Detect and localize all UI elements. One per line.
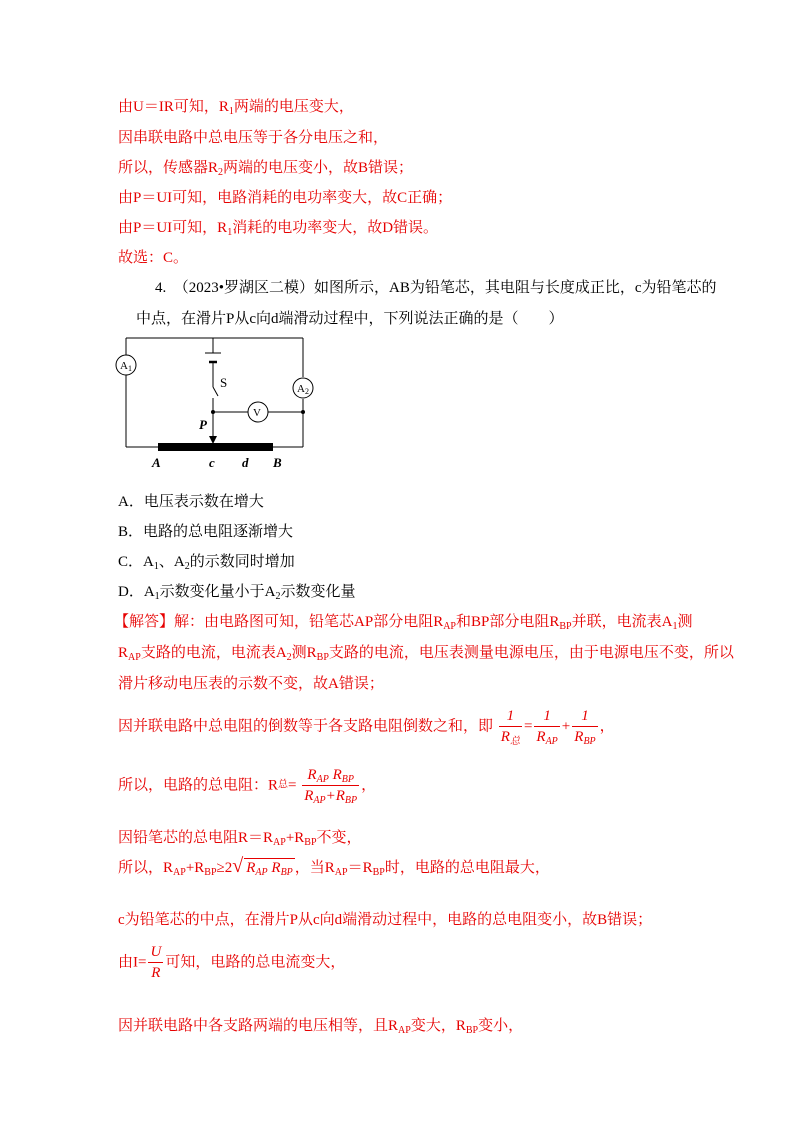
answer-line-8: c为铅笔芯的中点，在滑片P从c向d端滑动过程中，电路的总电阻变小，故B错误； bbox=[118, 912, 653, 928]
answer-tag: 【解答】 bbox=[114, 614, 175, 630]
answer-line-2: $R_{AP}$支路的电流，电流表$A_2$测$R_{BP}$支路的电流，电压表测量电源电压，由于电源电压不变，所以 bbox=[118, 645, 734, 663]
formula-fraction: $\frac{R_{AP} R_{BP}}{R_{AP}+R_{BP}}$ bbox=[304, 767, 358, 806]
sqrt-expression: √ $R_{AP}$ $R_{BP}$ bbox=[232, 855, 293, 878]
option-d: D．$A_1$示数变化量小于$A_2$示数变化量 bbox=[118, 584, 356, 602]
answer-line-7: 所以，$R_{AP}+R_{BP}\ge 2$ √ $R_{AP}$ $R_{BP}$ ，当$R_{AP}=R_{BP}$时，电路的总电阻最大， bbox=[118, 855, 550, 878]
label-a2: A2 bbox=[297, 383, 309, 396]
solution-line-3: 所以，传感器$R_2$两端的电压变小，故B错误； bbox=[118, 160, 414, 178]
label-p: P bbox=[199, 417, 207, 432]
answer-line-3: 滑片移动电压表的示数不变，故A错误； bbox=[118, 676, 384, 692]
label-b: B bbox=[273, 455, 282, 470]
answer-line-9: 由I= $\frac{U}{R}$ 可知，电路的总电流变大， bbox=[118, 944, 346, 981]
junction-dot bbox=[211, 410, 215, 414]
circuit-diagram bbox=[110, 330, 320, 472]
option-b: B．电路的总电阻逐渐增大 bbox=[118, 524, 294, 540]
pencil-lead bbox=[158, 443, 273, 451]
answer-line-5: 所以，电路的总电阻：R总= $\frac{R_{AP} R_{BP}}{R_{AP}+R_{BP}}$ ， bbox=[118, 767, 377, 806]
junction-dot bbox=[301, 410, 305, 414]
answer-line-6: 因铅笔芯的总电阻$R=R_{AP}+R_{BP}$不变， bbox=[118, 830, 362, 848]
option-a: A．电压表示数在增大 bbox=[118, 494, 264, 510]
question-number: 4. bbox=[155, 280, 167, 296]
solution-line-2: 因串联电路中总电压等于各分电压之和， bbox=[118, 130, 389, 146]
answer-line-10: 因并联电路中各支路两端的电压相等，且$R_{AP}$变大，$R_{BP}$变小， bbox=[118, 1018, 524, 1036]
question-stem-line-2: 中点，在滑片P从c向d端滑动过程中，下列说法正确的是（ ） bbox=[136, 311, 564, 327]
answer-line-4: 因并联电路中总电阻的倒数等于各支路电阻倒数之和，即 $\frac{1}{R_总}$ = $\frac{1}{R_{AP}}$ + $\frac{1}{R_{BP}}$ ， bbox=[118, 708, 615, 747]
formula-fraction: $\frac{1}{R_总}$ bbox=[500, 708, 520, 747]
option-c: C．$A_1$、$A_2$的示数同时增加 bbox=[118, 554, 295, 572]
label-s: S bbox=[220, 375, 228, 390]
question-stem-line-1: 4. （2023•罗湖区二模）如图所示，AB为铅笔芯，其电阻与长度成正比，c为铅笔芯的 bbox=[155, 280, 717, 296]
solution-line-1: 由U＝IR可知，$R_1$两端的电压变大， bbox=[118, 99, 354, 117]
label-a1: A1 bbox=[120, 360, 132, 373]
label-a: A bbox=[152, 455, 161, 470]
formula-fraction: $\frac{1}{R_{BP}}$ bbox=[574, 708, 596, 747]
label-v: V bbox=[253, 407, 261, 419]
label-d: d bbox=[242, 455, 249, 470]
answer-line-1: 【解答】解：由电路图可知，铅笔芯AP部分电阻$R_{AP}$和BP部分电阻$R_{BP}$并联，电流表$A_1$测 bbox=[114, 614, 693, 632]
slider-arrow bbox=[209, 436, 217, 444]
solution-line-4: 由P＝UI可知，电路消耗的电功率变大，故C正确； bbox=[118, 190, 453, 206]
formula-fraction: $\frac{1}{R_{AP}}$ bbox=[536, 708, 558, 747]
solution-line-5: 由P＝UI可知，$R_1$消耗的电功率变大，故D错误。 bbox=[118, 220, 439, 238]
solution-line-6: 故选：C。 bbox=[118, 250, 189, 266]
formula-fraction: $\frac{U}{R}$ bbox=[150, 944, 162, 981]
label-c: c bbox=[209, 455, 215, 470]
